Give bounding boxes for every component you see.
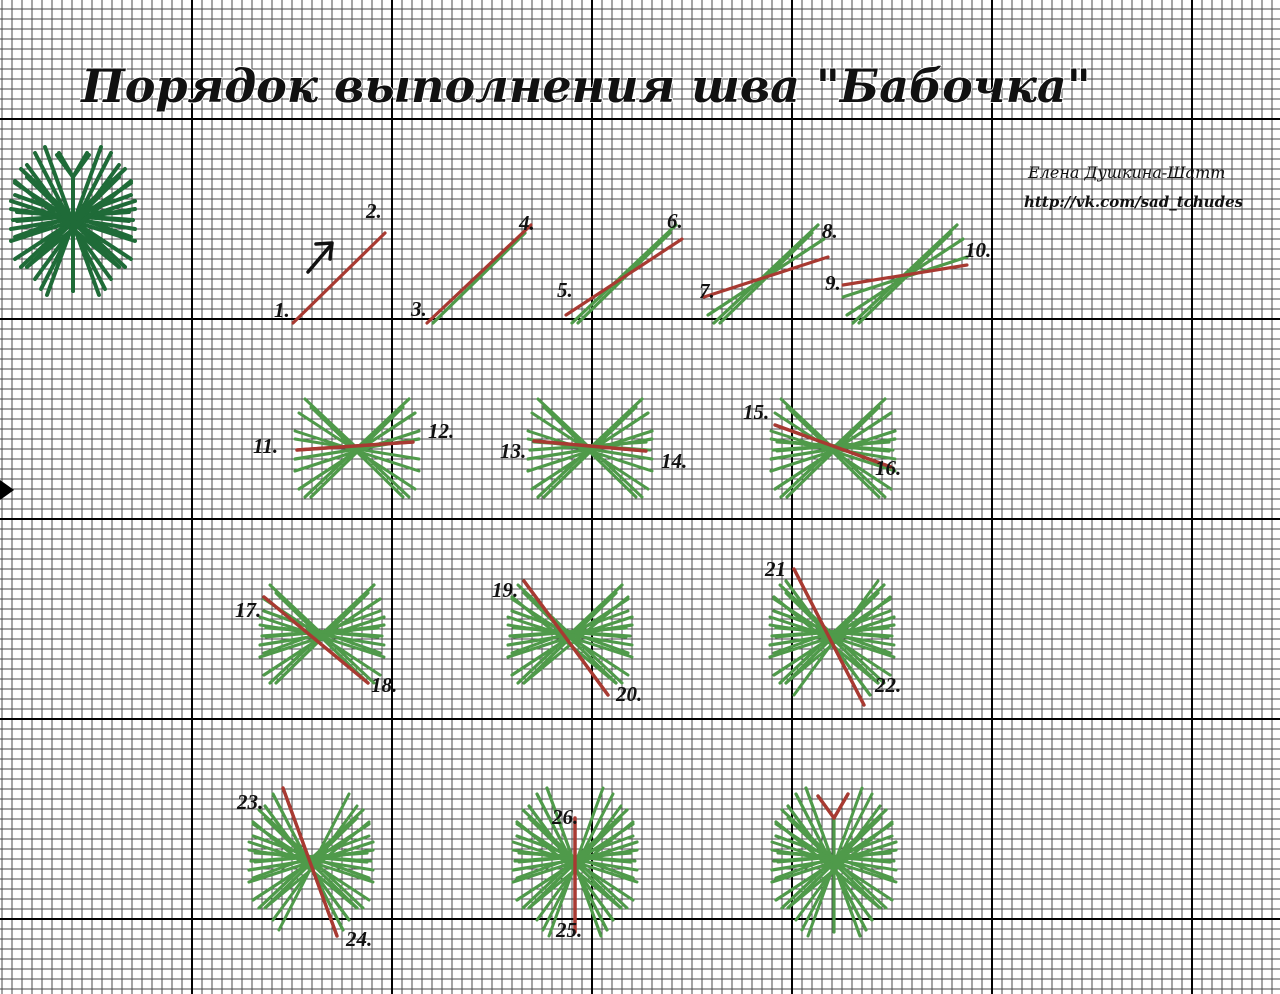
step-label-19: 19. xyxy=(492,578,519,602)
step-label-7: 7. xyxy=(699,279,715,303)
step-label-1: 1. xyxy=(274,298,290,322)
step-label-5: 5. xyxy=(557,278,573,302)
step-label-13: 13. xyxy=(500,439,527,463)
step-label-24: 24. xyxy=(346,927,373,951)
step-label-22: 22. xyxy=(875,673,902,697)
step-label-23: 23. xyxy=(237,790,264,814)
step-label-3: 3. xyxy=(411,297,427,321)
step-label-21: 21 xyxy=(765,557,786,581)
step-label-2: 2. xyxy=(366,199,382,223)
step-label-6: 6. xyxy=(667,209,683,233)
step-label-15: 15. xyxy=(743,400,770,424)
step-label-9: 9. xyxy=(825,271,841,295)
step-label-16: 16. xyxy=(875,456,902,480)
author-url[interactable]: http://vk.com/sad_tchudes xyxy=(1024,193,1244,211)
step-label-11: 11. xyxy=(253,434,279,458)
step-label-14: 14. xyxy=(661,449,688,473)
step-label-4: 4. xyxy=(519,211,535,235)
step-label-17: 17. xyxy=(235,598,262,622)
step-label-18: 18. xyxy=(371,673,398,697)
step-label-25: 25. xyxy=(556,918,583,942)
author-name: Елена Душкина-Шатт xyxy=(1028,163,1226,182)
step-label-8: 8. xyxy=(822,219,838,243)
step-label-12: 12. xyxy=(428,419,455,443)
step-label-10: 10. xyxy=(965,238,992,262)
step-label-26: 26. xyxy=(552,805,579,829)
page-title: Порядок выполнения шва "Бабочка" xyxy=(81,59,1091,113)
step-label-20: 20. xyxy=(616,682,643,706)
